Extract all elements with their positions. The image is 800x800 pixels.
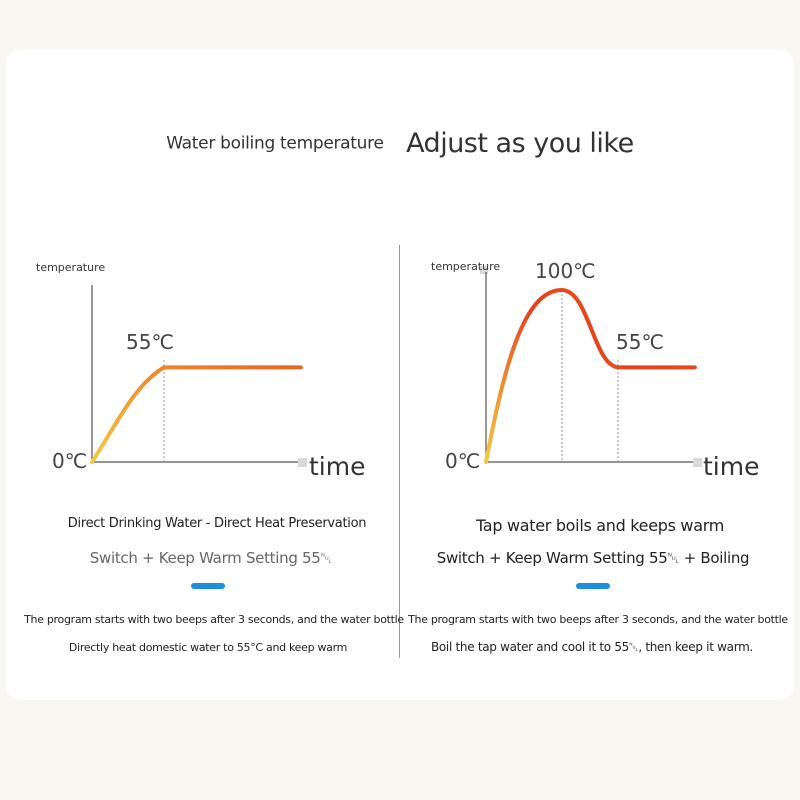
annotation-55: 55℃ (126, 330, 174, 354)
y-tick-zero: 0℃ (445, 449, 481, 473)
right-accent-bar (576, 583, 610, 589)
curve-series (92, 367, 301, 462)
right-panel-title: Tap water boils and keeps warm (475, 516, 725, 535)
header-subtitle: Water boiling temperature (166, 133, 384, 154)
left-panel-desc-1: The program starts with two beeps after 3 seconds, and the water bottle (24, 613, 404, 626)
x-axis-label: time (309, 452, 366, 481)
y-axis-label: temperature (431, 260, 501, 273)
chart-direct-heat (0, 240, 400, 490)
y-tick-zero: 0℃ (52, 449, 88, 473)
left-accent-bar (191, 583, 225, 589)
right-panel-subtitle: Switch + Keep Warm Setting 55␀ + Boiling (436, 549, 750, 567)
chart-boil-keep-warm (400, 240, 800, 490)
curve-series (486, 290, 695, 462)
annotation-55: 55℃ (616, 330, 664, 354)
x-axis-label: time (703, 452, 760, 481)
left-panel-subtitle: Switch + Keep Warm Setting 55␀ (89, 549, 333, 567)
x-axis-arrow-marker (298, 458, 307, 467)
annotation-100: 100℃ (535, 259, 596, 283)
right-panel-desc-2: Boil the tap water and cool it to 55␀, then keep it warm. (430, 640, 754, 654)
left-panel-title: Direct Drinking Water - Direct Heat Preservation (67, 516, 367, 531)
page-header (0, 128, 800, 159)
left-panel-desc-2: Directly heat domestic water to 55°C and keep warm (68, 641, 348, 654)
header-title: Adjust as you like (406, 128, 634, 159)
right-panel-desc-1: The program starts with two beeps after 3 seconds, and the water bottle (408, 613, 788, 626)
x-axis-arrow-marker (693, 458, 702, 467)
y-axis-label: temperature (36, 261, 106, 274)
